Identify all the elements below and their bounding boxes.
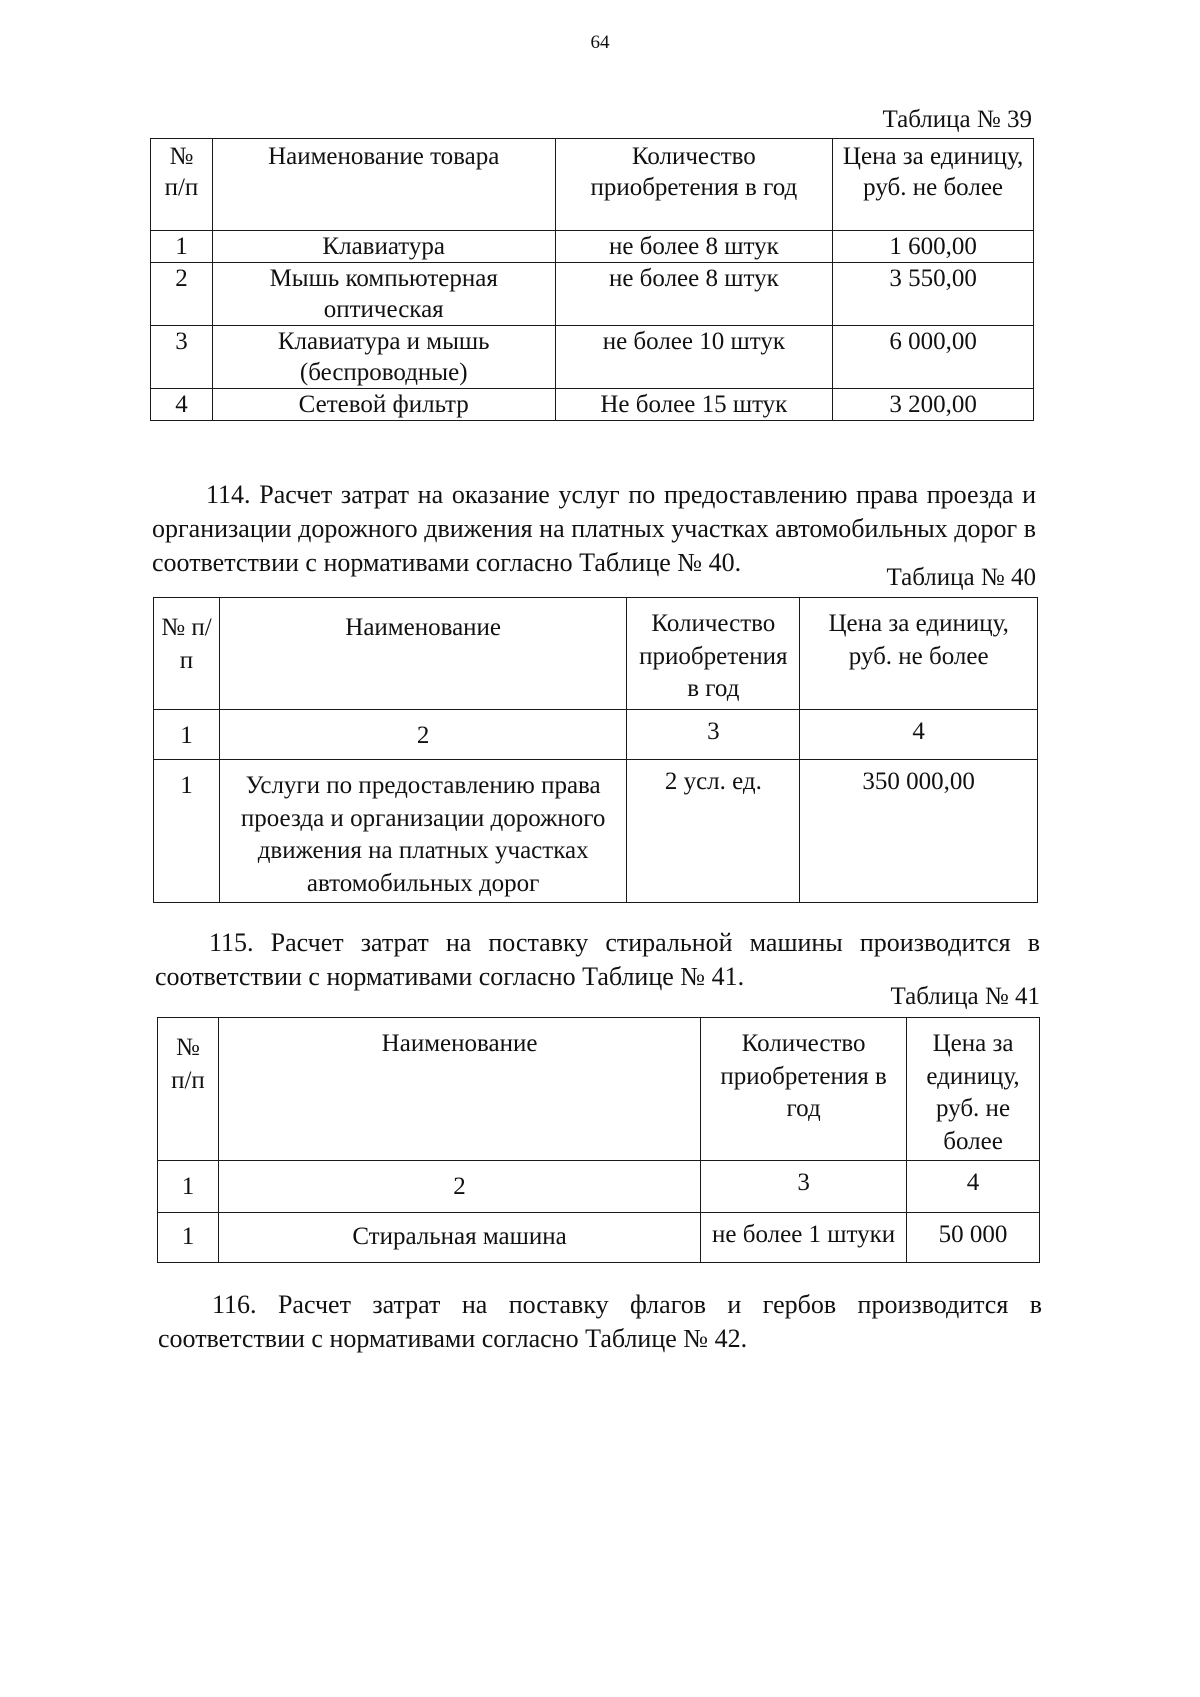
column-number: 3 [701,1161,907,1213]
item-price: 6 000,00 [833,326,1034,389]
table-header-cell: Цена за единицу, руб. не более [907,1018,1040,1161]
column-numbering-row [154,710,1038,760]
column-number: 2 [219,710,626,760]
column-number: 3 [627,710,800,760]
paragraph-115-text: 115. Расчет затрат на поставку стиральной машины производится в соответствии с нормативами согласно Таблице № 41. [155,928,1040,991]
item-name: Клавиатура и мышь (беспроводные) [212,326,555,389]
table-row [151,389,1034,421]
item-price: 3 550,00 [833,263,1034,326]
paragraph-116 [158,1288,1042,1356]
column-number: 2 [218,1161,700,1213]
table-row [151,231,1034,263]
table-39 [150,138,1034,421]
table-header-cell: Наименование [219,598,626,710]
table-header-cell: Наименование товара [212,139,555,231]
row-number: 2 [151,263,213,326]
row-number: 1 [158,1213,219,1263]
table-header-cell: Количество приобретения в год [627,598,800,710]
item-name: Сетевой фильтр [212,389,555,421]
row-number: 1 [151,231,213,263]
item-quantity: не более 1 штуки [701,1213,907,1263]
row-number: 1 [154,760,220,903]
column-number: 1 [158,1161,219,1213]
table-row [151,263,1034,326]
item-name: Стиральная машина [218,1213,700,1263]
item-name: Мышь компьютерная оптическая [212,263,555,326]
item-price: 50 000 [907,1213,1040,1263]
column-number: 4 [800,710,1038,760]
item-quantity: 2 усл. ед. [627,760,800,903]
table-41 [157,1017,1040,1263]
item-quantity: не более 8 штук [555,231,833,263]
table-39-caption: Таблица № 39 [882,106,1032,133]
table-40 [153,597,1038,903]
row-number: 4 [151,389,213,421]
item-name: Клавиатура [212,231,555,263]
column-numbering-row [158,1161,1040,1213]
page-number: 64 [590,32,610,53]
item-quantity: Не более 15 штук [555,389,833,421]
column-number: 4 [907,1161,1040,1213]
table-row [154,760,1038,903]
item-quantity: не более 10 штук [555,326,833,389]
table-row [158,1213,1040,1263]
table-header-cell: № п/п [151,139,213,231]
paragraph-116-text: 116. Расчет затрат на поставку флагов и гербов производится в соответствии с нормативами согласно Таблице № 42. [158,1290,1042,1353]
table-header-cell: Цена за единицу, руб. не более [800,598,1038,710]
paragraph-114-text: 114. Расчет затрат на оказание услуг по предоставлению права проезда и организации дорожного движения на платных участках автомобильных дорог в соответствии с нормативами согласно Таблице № 40. [152,480,1036,577]
table-40-caption: Таблица № 40 [886,564,1036,591]
table-row [151,326,1034,389]
table-header-cell: Количество приобретения в год [701,1018,907,1161]
item-price: 1 600,00 [833,231,1034,263]
item-price: 3 200,00 [833,389,1034,421]
table-41-caption: Таблица № 41 [890,983,1040,1010]
table-header-cell: Цена за единицу, руб. не более [833,139,1034,231]
column-number: 1 [154,710,220,760]
table-header-cell: № п/п [158,1018,219,1161]
item-quantity: не более 8 штук [555,263,833,326]
item-price: 350 000,00 [800,760,1038,903]
item-name: Услуги по предоставлению права проезда и организации дорожного движения на платных участках автомобильных дорог [219,760,626,903]
table-header-cell: Наименование [218,1018,700,1161]
table-header-cell: Количество приобретения в год [555,139,833,231]
table-header-cell: № п/п [154,598,220,710]
row-number: 3 [151,326,213,389]
